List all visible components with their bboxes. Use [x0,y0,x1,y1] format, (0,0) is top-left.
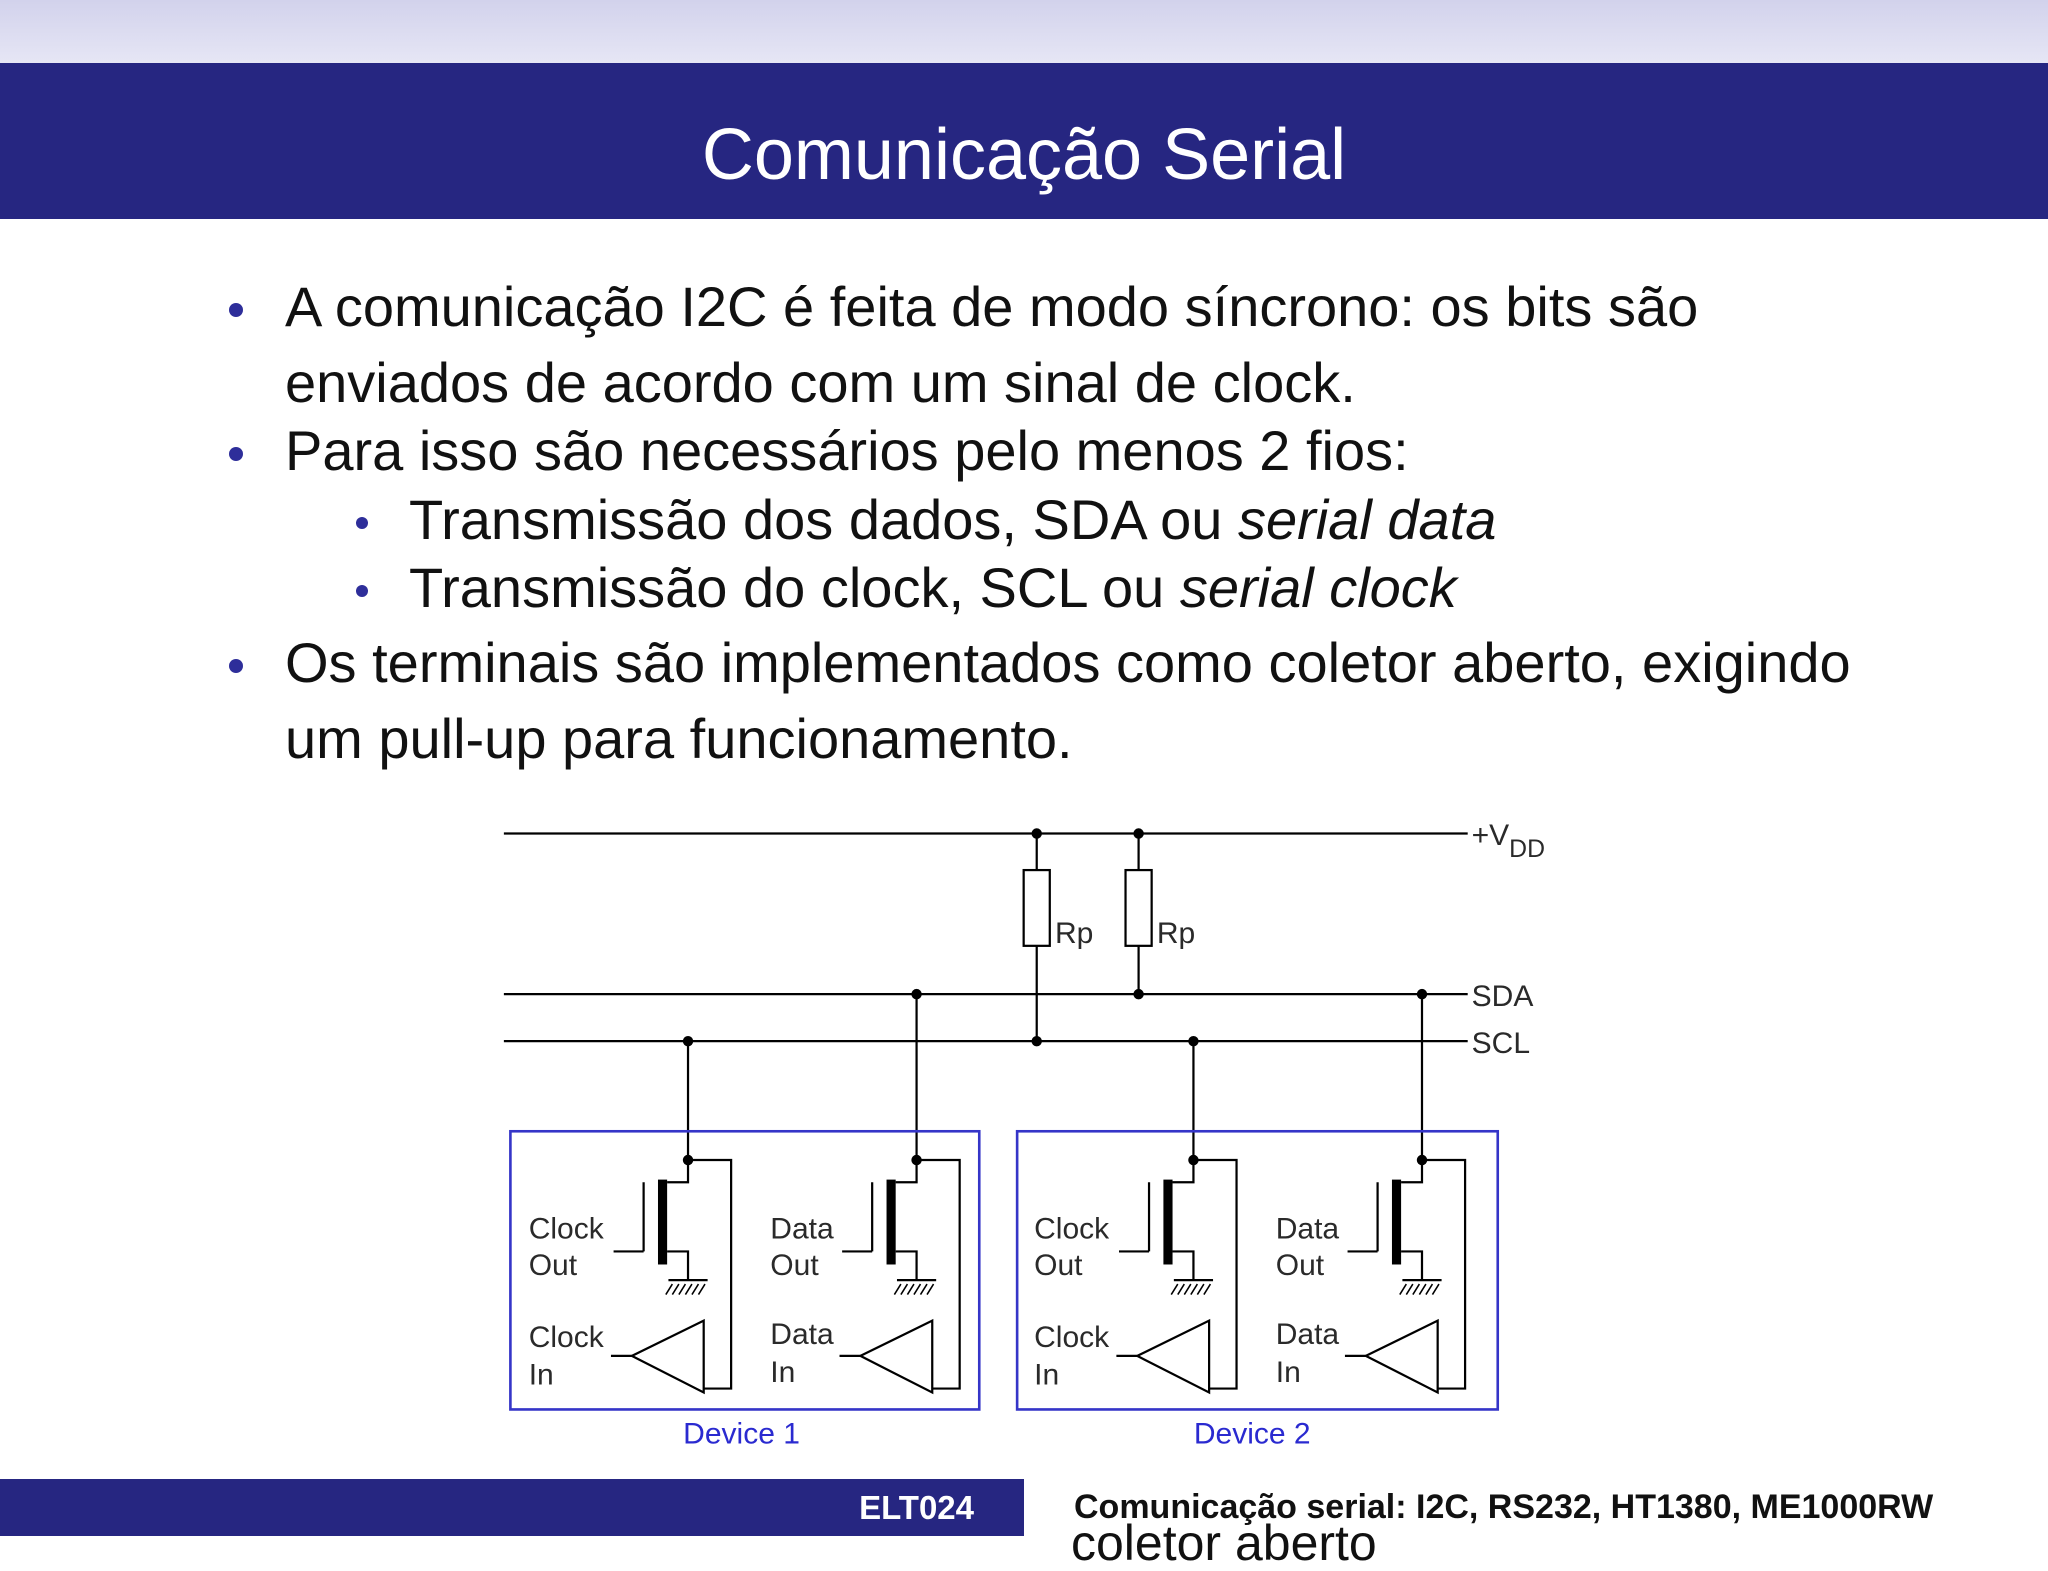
junction-dot [1133,989,1143,999]
clock-out-label-line1: Clock [1034,1212,1110,1246]
sub-bullet-emphasis: serial data [1238,488,1497,551]
clock-out-label-line1: Clock [528,1212,604,1246]
sub-bullet-item-1 [409,482,1895,558]
transistor-channel [658,1180,667,1265]
bullet-item-3 [285,625,1895,777]
source-wire [667,1251,688,1280]
junction-dot [1133,828,1143,838]
vdd-label-subscript: DD [1509,836,1546,864]
footer-talk-title: Comunicação serial: I2C, RS232, HT1380, ME1000RW [1074,1488,1934,1526]
data-in-label-line2: In [770,1356,796,1390]
input-buffer [860,1321,932,1393]
data-out-label-line1: Data [1275,1212,1340,1246]
clock-in-label-line1: Clock [1034,1320,1110,1354]
scl-label: SCL [1471,1026,1531,1060]
data-in-label-line2: In [1275,1356,1301,1390]
junction-dot [1032,1036,1042,1046]
vdd-label-main: +V [1471,819,1510,853]
source-wire [1173,1251,1194,1280]
junction-dot [1188,1036,1198,1046]
transistor-channel [887,1180,896,1265]
vdd-label [1472,819,1545,863]
bullet-item-2 [285,413,1895,489]
junction-dot [911,989,921,999]
data-out-label-line2: Out [770,1248,819,1282]
data-out-label-line1: Data [770,1212,834,1246]
sub-bullet-text: Transmissão dos dados, SDA ou [409,488,1239,551]
clock-in-label-line2: In [1034,1358,1060,1392]
device-2-label: Device 2 [1193,1417,1311,1451]
junction-dot [1032,828,1042,838]
resistor-1-label: Rp [1055,917,1094,951]
sub-bullet-dot-icon [356,517,368,529]
footer-course-code: ELT024 [859,1489,974,1526]
ground-hatch [666,1284,705,1294]
bullet-text: Para isso são necessários pelo menos 2 fios: [285,419,1409,482]
device-1-clock-channel [529,1155,731,1393]
bullet-item-1 [285,269,1895,421]
data-in-label-line1: Data [770,1318,834,1352]
junction-dot [683,1036,693,1046]
data-in-label-line1: Data [1275,1318,1340,1352]
title-bar [0,63,2048,219]
device-2-clock-channel [1034,1155,1236,1393]
i2c-bus-diagram [496,810,1567,1463]
sub-bullet-emphasis: serial clock [1179,556,1457,619]
bullet-text: A comunicação I2C é feita de modo síncrono: os bits são enviados de acordo com um sinal de clock. [285,275,1699,414]
clock-out-label-line2: Out [1034,1248,1083,1282]
device-2-data-channel [1276,1155,1465,1393]
clock-in-label-line1: Clock [528,1320,604,1354]
pull-up-resistor-1 [1024,870,1050,946]
input-buffer [1366,1321,1438,1393]
ground-hatch [894,1284,933,1294]
sub-bullet-item-2 [409,550,1895,626]
ground-hatch [1171,1284,1210,1294]
sub-bullet-text: Transmissão do clock, SCL ou [409,556,1180,619]
transistor-channel [1163,1180,1172,1265]
bullet-dot-icon [229,447,243,461]
junction-dot [1417,989,1427,999]
ground-hatch [1400,1284,1439,1294]
clock-out-label-line2: Out [528,1248,578,1282]
data-out-label-line2: Out [1275,1248,1325,1282]
pull-up-resistor-2 [1126,870,1152,946]
source-wire [1401,1251,1422,1280]
input-buffer [1137,1321,1209,1393]
clock-in-label-line2: In [528,1358,554,1392]
clipped-overflow-text: coletor aberto [1071,1515,1377,1571]
sub-bullet-dot-icon [356,585,368,597]
device-1-label: Device 1 [683,1417,800,1451]
footer-course-box [0,1479,1024,1536]
resistor-2-label: Rp [1156,917,1196,951]
top-gradient-strip [0,0,2048,63]
bullet-text: Os terminais são implementados como coletor aberto, exigindo um pull-up para funcionamento. [285,631,1851,770]
bullet-dot-icon [229,659,243,673]
bullet-dot-icon [229,303,243,317]
input-buffer [632,1321,704,1393]
slide-title: Comunicação Serial [701,115,1347,195]
sda-label: SDA [1471,979,1534,1013]
source-wire [896,1251,917,1280]
transistor-channel [1392,1180,1401,1265]
device-1-data-channel [770,1155,959,1393]
